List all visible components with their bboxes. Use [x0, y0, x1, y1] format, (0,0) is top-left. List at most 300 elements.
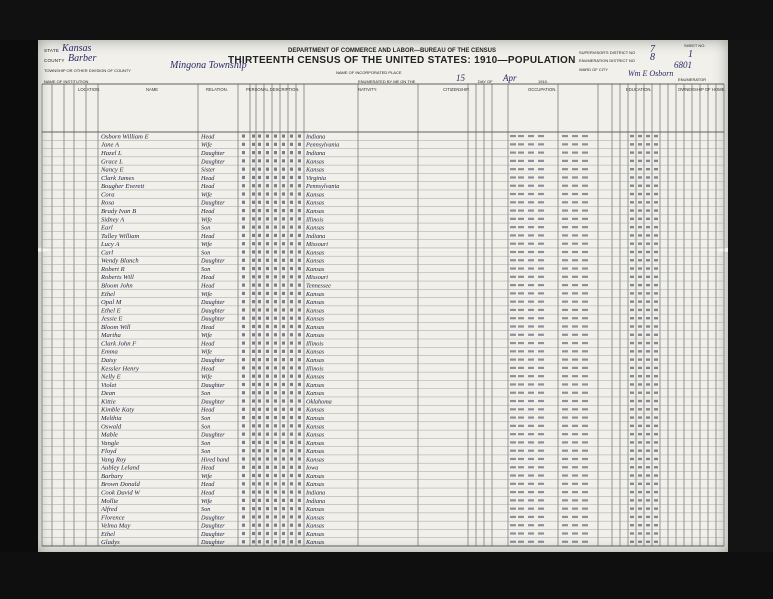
ink-mark — [258, 333, 261, 336]
ink-mark — [258, 226, 261, 229]
ink-mark — [646, 176, 650, 178]
ink-mark — [646, 292, 650, 294]
ink-mark — [290, 201, 293, 204]
ink-mark — [538, 193, 544, 195]
ink-mark — [528, 508, 534, 510]
ink-mark — [528, 218, 534, 220]
row-name: Roberts Will — [101, 274, 134, 282]
ink-mark — [582, 416, 588, 418]
ink-mark — [242, 134, 245, 137]
ink-mark — [252, 350, 255, 353]
ink-mark — [630, 367, 634, 369]
ink-mark — [518, 458, 524, 460]
ink-mark — [258, 192, 261, 195]
ink-mark — [252, 466, 255, 469]
row-name: Mable — [101, 431, 118, 439]
row-birthplace: Kansas — [306, 265, 325, 273]
ink-mark — [242, 499, 245, 502]
ink-mark — [252, 209, 255, 212]
ink-mark — [654, 466, 658, 468]
row-relation: Daughter — [201, 514, 225, 522]
ink-mark — [572, 450, 578, 452]
ink-mark — [654, 433, 658, 435]
ink-mark — [582, 251, 588, 253]
ink-mark — [242, 176, 245, 179]
ink-mark — [510, 276, 516, 278]
ink-mark — [258, 283, 261, 286]
ink-mark — [630, 400, 634, 402]
ink-mark — [274, 168, 277, 171]
ink-mark — [638, 425, 642, 427]
ink-mark — [654, 143, 658, 145]
ink-mark — [572, 483, 578, 485]
ink-mark — [274, 366, 277, 369]
ink-mark — [290, 358, 293, 361]
ink-mark — [266, 159, 269, 162]
ink-mark — [290, 250, 293, 253]
section-occupation: OCCUPATION. — [528, 87, 557, 92]
ink-mark — [510, 433, 516, 435]
ink-mark — [528, 185, 534, 187]
ink-mark — [562, 292, 568, 294]
row-relation: Daughter — [201, 522, 225, 530]
ink-mark — [290, 234, 293, 237]
ink-mark — [510, 259, 516, 261]
ink-mark — [518, 516, 524, 518]
ink-mark — [518, 193, 524, 195]
ink-mark — [638, 483, 642, 485]
ink-mark — [562, 541, 568, 543]
ink-mark — [638, 491, 642, 493]
ink-mark — [510, 309, 516, 311]
row-relation: Daughter — [201, 381, 225, 389]
ink-mark — [538, 491, 544, 493]
ink-mark — [562, 342, 568, 344]
ink-mark — [528, 234, 534, 236]
row-name: Jessie E — [101, 315, 123, 323]
ink-mark — [242, 366, 245, 369]
ink-mark — [562, 367, 568, 369]
ink-mark — [510, 234, 516, 236]
ink-mark — [252, 192, 255, 195]
row-relation: Wife — [201, 290, 212, 298]
ink-mark — [298, 300, 301, 303]
ink-mark — [510, 143, 516, 145]
ink-mark — [638, 375, 642, 377]
ink-mark — [638, 276, 642, 278]
ink-mark — [630, 242, 634, 244]
ink-mark — [510, 243, 516, 245]
ink-mark — [538, 185, 544, 187]
ink-mark — [572, 466, 578, 468]
ink-mark — [528, 367, 534, 369]
row-relation: Wife — [201, 472, 212, 480]
ink-mark — [274, 490, 277, 493]
ink-mark — [646, 300, 650, 302]
ink-mark — [538, 243, 544, 245]
ink-mark — [266, 242, 269, 245]
ink-mark — [510, 532, 516, 534]
row-name: Wendy Blanch — [101, 257, 139, 265]
row-birthplace: Kansas — [306, 448, 325, 456]
row-name: Ethel E — [101, 307, 121, 315]
ink-mark — [646, 507, 650, 509]
ink-mark — [572, 516, 578, 518]
ink-mark — [528, 334, 534, 336]
ink-mark — [282, 333, 285, 336]
ink-mark — [242, 217, 245, 220]
ink-mark — [290, 292, 293, 295]
ink-mark — [282, 433, 285, 436]
ink-mark — [282, 134, 285, 137]
ink-mark — [638, 292, 642, 294]
row-name: Nelly E — [101, 373, 121, 381]
row-birthplace: Kansas — [306, 439, 325, 447]
ink-mark — [630, 209, 634, 211]
ink-mark — [654, 449, 658, 451]
ink-mark — [528, 276, 534, 278]
ink-mark — [274, 275, 277, 278]
ink-mark — [252, 391, 255, 394]
ink-mark — [528, 152, 534, 154]
ink-mark — [638, 466, 642, 468]
row-name: Kessler Henry — [101, 365, 139, 373]
ink-mark — [252, 490, 255, 493]
ink-mark — [572, 474, 578, 476]
ink-mark — [282, 250, 285, 253]
ink-mark — [252, 408, 255, 411]
ink-mark — [282, 515, 285, 518]
ink-mark — [258, 168, 261, 171]
ink-mark — [242, 267, 245, 270]
ink-mark — [538, 317, 544, 319]
ink-mark — [572, 367, 578, 369]
state-value: Kansas — [62, 43, 92, 54]
row-relation: Daughter — [201, 257, 225, 265]
ink-mark — [282, 259, 285, 262]
ink-mark — [572, 209, 578, 211]
ink-mark — [582, 135, 588, 137]
ink-mark — [518, 251, 524, 253]
ink-mark — [274, 184, 277, 187]
ink-mark — [518, 243, 524, 245]
row-birthplace: Kansas — [306, 307, 325, 315]
row-relation: Sister — [201, 166, 216, 174]
ink-mark — [630, 226, 634, 228]
ink-mark — [654, 541, 658, 543]
row-relation: Daughter — [201, 431, 225, 439]
ink-mark — [258, 441, 261, 444]
ink-mark — [630, 466, 634, 468]
ink-mark — [654, 168, 658, 170]
row-name: Bloom John — [101, 282, 133, 290]
ink-mark — [528, 483, 534, 485]
row-relation: Son — [201, 439, 211, 447]
ink-mark — [282, 226, 285, 229]
supervisor-label: SUPERVISOR'S DISTRICT NO — [579, 50, 636, 55]
county-value: Barber — [68, 53, 97, 64]
row-relation: Son — [201, 423, 211, 431]
ink-mark — [562, 317, 568, 319]
ink-mark — [630, 342, 634, 344]
ink-mark — [258, 143, 261, 146]
row-birthplace: Kansas — [306, 357, 325, 365]
ink-mark — [538, 325, 544, 327]
ink-mark — [538, 135, 544, 137]
ink-mark — [258, 176, 261, 179]
row-relation: Daughter — [201, 158, 225, 166]
ink-mark — [572, 301, 578, 303]
ink-mark — [518, 284, 524, 286]
ink-mark — [654, 160, 658, 162]
ink-mark — [518, 143, 524, 145]
row-relation: Wife — [201, 348, 212, 356]
ink-mark — [654, 367, 658, 369]
row-name: Ethel — [101, 290, 115, 298]
ink-mark — [638, 408, 642, 410]
ink-mark — [572, 416, 578, 418]
ink-mark — [562, 400, 568, 402]
film-border-bottom — [0, 552, 773, 599]
row-relation: Wife — [201, 191, 212, 199]
ink-mark — [298, 466, 301, 469]
ink-mark — [654, 507, 658, 509]
row-relation: Daughter — [201, 530, 225, 538]
ink-mark — [252, 176, 255, 179]
enumerated-day: 15 — [456, 73, 465, 83]
ink-mark — [582, 284, 588, 286]
ink-mark — [266, 474, 269, 477]
ink-mark — [630, 292, 634, 294]
ink-mark — [266, 267, 269, 270]
ink-mark — [646, 458, 650, 460]
ink-mark — [258, 507, 261, 510]
row-relation: Wife — [201, 141, 212, 149]
ink-mark — [538, 508, 544, 510]
ink-mark — [562, 160, 568, 162]
row-name: Earl — [101, 224, 113, 232]
ink-mark — [298, 259, 301, 262]
ink-mark — [274, 201, 277, 204]
row-name: Floyd — [101, 448, 117, 456]
ink-mark — [528, 267, 534, 269]
ink-mark — [242, 308, 245, 311]
ink-mark — [562, 392, 568, 394]
enumerator-label: ENUMERATOR — [678, 77, 707, 82]
ink-mark — [274, 391, 277, 394]
ink-mark — [290, 275, 293, 278]
section-name: NAME — [146, 87, 159, 92]
ink-mark — [646, 209, 650, 211]
ink-mark — [582, 450, 588, 452]
ink-mark — [290, 416, 293, 419]
ink-mark — [252, 341, 255, 344]
ink-mark — [258, 482, 261, 485]
ink-mark — [518, 276, 524, 278]
ink-mark — [274, 159, 277, 162]
ink-mark — [572, 176, 578, 178]
row-relation: Wife — [201, 241, 212, 249]
ink-mark — [518, 416, 524, 418]
ink-mark — [298, 499, 301, 502]
ink-mark — [242, 532, 245, 535]
ink-mark — [518, 400, 524, 402]
row-relation: Daughter — [201, 150, 225, 158]
ink-mark — [528, 201, 534, 203]
row-relation: Son — [201, 506, 211, 514]
ink-mark — [630, 317, 634, 319]
row-name: Grace L — [101, 158, 123, 166]
ink-mark — [518, 541, 524, 543]
ink-mark — [274, 499, 277, 502]
ink-mark — [630, 284, 634, 286]
section-ownership: OWNERSHIP OF HOME. — [678, 87, 726, 92]
ink-mark — [638, 367, 642, 369]
ink-mark — [638, 259, 642, 261]
ink-mark — [290, 383, 293, 386]
ink-mark — [290, 283, 293, 286]
ink-mark — [562, 143, 568, 145]
ink-mark — [518, 226, 524, 228]
ink-mark — [654, 350, 658, 352]
ink-mark — [252, 399, 255, 402]
film-border-top — [0, 0, 773, 40]
ink-mark — [274, 524, 277, 527]
ink-mark — [282, 275, 285, 278]
ink-mark — [290, 366, 293, 369]
ink-mark — [258, 201, 261, 204]
ink-mark — [274, 482, 277, 485]
row-birthplace: Indiana — [306, 497, 326, 505]
ink-mark — [242, 457, 245, 460]
ink-mark — [290, 267, 293, 270]
ink-mark — [258, 466, 261, 469]
ink-mark — [528, 474, 534, 476]
ink-mark — [258, 350, 261, 353]
ink-mark — [572, 218, 578, 220]
ink-mark — [298, 515, 301, 518]
ink-mark — [518, 441, 524, 443]
row-name: Cora — [101, 191, 115, 199]
ink-mark — [572, 524, 578, 526]
ink-mark — [582, 152, 588, 154]
ink-mark — [538, 259, 544, 261]
section-education: EDUCATION. — [626, 87, 652, 92]
ink-mark — [282, 416, 285, 419]
ink-mark — [252, 375, 255, 378]
ink-mark — [258, 341, 261, 344]
ink-mark — [638, 516, 642, 518]
ink-mark — [630, 408, 634, 410]
ink-mark — [266, 366, 269, 369]
ink-mark — [538, 532, 544, 534]
ink-mark — [258, 416, 261, 419]
row-name: Oswald — [101, 423, 122, 431]
ink-mark — [654, 276, 658, 278]
ink-mark — [298, 292, 301, 295]
ink-mark — [538, 309, 544, 311]
ink-mark — [572, 491, 578, 493]
ink-mark — [572, 185, 578, 187]
ink-mark — [654, 193, 658, 195]
ink-mark — [242, 383, 245, 386]
ink-mark — [654, 317, 658, 319]
ink-mark — [646, 350, 650, 352]
row-name: Emma — [101, 348, 118, 356]
row-name: Vang Roy — [101, 456, 127, 464]
ink-mark — [274, 408, 277, 411]
ink-mark — [572, 350, 578, 352]
ink-mark — [266, 515, 269, 518]
ink-mark — [298, 226, 301, 229]
ink-mark — [518, 301, 524, 303]
ink-mark — [528, 383, 534, 385]
ink-mark — [646, 334, 650, 336]
ink-mark — [528, 392, 534, 394]
ink-mark — [274, 457, 277, 460]
ink-mark — [252, 358, 255, 361]
ink-mark — [518, 499, 524, 501]
ink-mark — [538, 416, 544, 418]
row-birthplace: Kansas — [306, 166, 325, 174]
ink-mark — [582, 309, 588, 311]
ink-mark — [290, 466, 293, 469]
ink-mark — [528, 209, 534, 211]
ink-mark — [562, 458, 568, 460]
enumerated-month: Apr — [503, 73, 517, 83]
row-name: Brady Ivan B — [101, 207, 137, 215]
ink-mark — [562, 375, 568, 377]
ink-mark — [538, 168, 544, 170]
ink-mark — [538, 425, 544, 427]
ink-mark — [572, 251, 578, 253]
ink-mark — [510, 267, 516, 269]
ink-mark — [582, 392, 588, 394]
ink-mark — [538, 267, 544, 269]
ink-mark — [538, 466, 544, 468]
ink-mark — [242, 283, 245, 286]
ink-mark — [646, 400, 650, 402]
ink-mark — [252, 317, 255, 320]
ink-mark — [528, 466, 534, 468]
ink-mark — [282, 424, 285, 427]
ink-mark — [538, 152, 544, 154]
ink-mark — [298, 275, 301, 278]
ink-mark — [510, 160, 516, 162]
ink-mark — [298, 540, 301, 543]
row-relation: Head — [201, 183, 215, 191]
ink-mark — [242, 333, 245, 336]
ink-mark — [562, 276, 568, 278]
ink-mark — [528, 375, 534, 377]
ink-mark — [630, 433, 634, 435]
ink-mark — [252, 292, 255, 295]
ink-mark — [646, 441, 650, 443]
ink-mark — [562, 243, 568, 245]
ink-mark — [572, 425, 578, 427]
ink-mark — [252, 234, 255, 237]
ink-mark — [298, 416, 301, 419]
row-relation: Wife — [201, 497, 212, 505]
ink-mark — [582, 425, 588, 427]
ink-mark — [646, 383, 650, 385]
ink-mark — [630, 201, 634, 203]
ink-mark — [282, 474, 285, 477]
ink-mark — [242, 168, 245, 171]
ink-mark — [646, 259, 650, 261]
ink-mark — [258, 383, 261, 386]
ink-mark — [528, 168, 534, 170]
